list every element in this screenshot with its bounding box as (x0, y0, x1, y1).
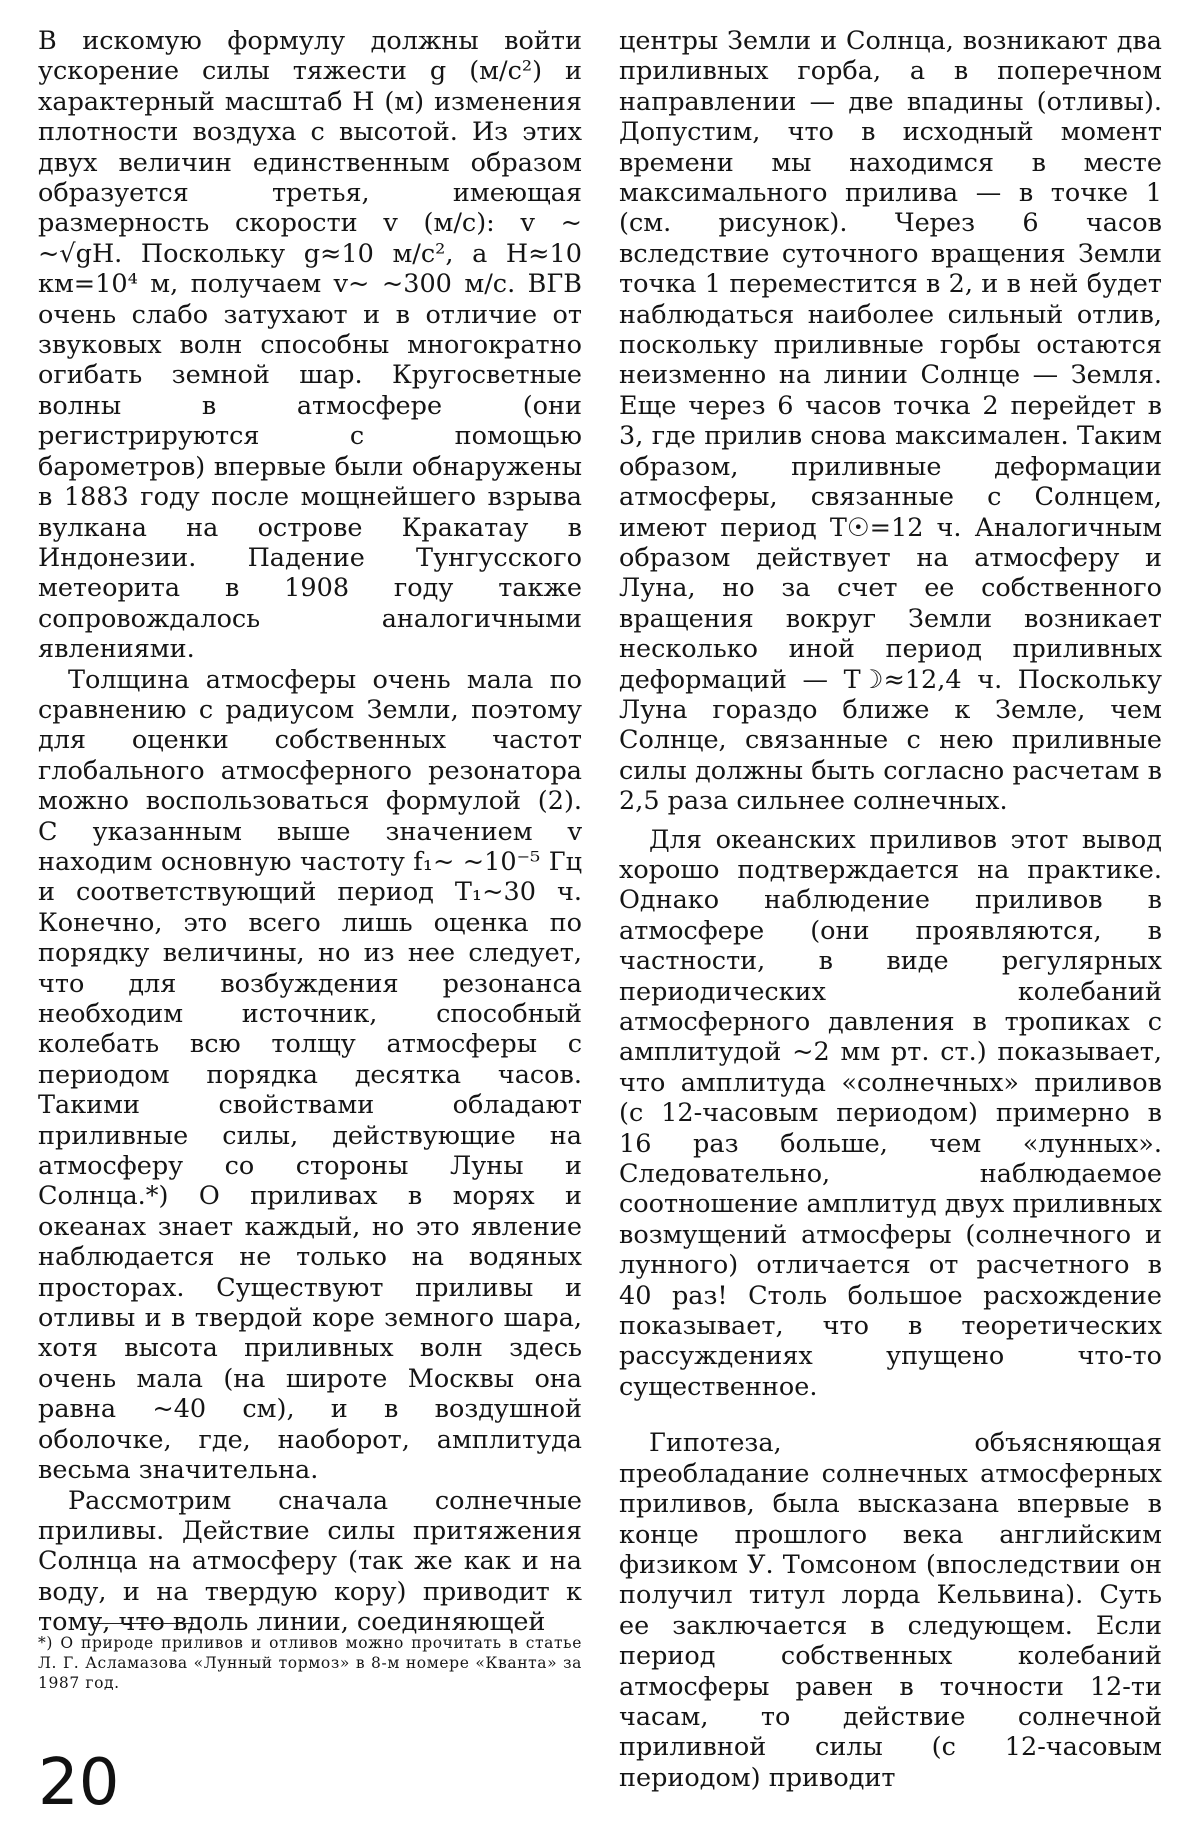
right-column (619, 26, 1162, 1793)
left-paragraph-2: Толщина атмосферы очень мала по сравнению с радиусом Земли, поэтому для оценки собственных частот глобального атмосферного резонатора можно воспользоваться формулой (2). С указанным выше значением v находим основную частоту f₁~ ~10⁻⁵ Гц и соответствующий период T₁~30 ч. Конечно, это всего лишь оценка по порядку величины, но из нее следует, что для возбуждения резонанса необходим источник, способный колебать всю толщу атмосферы с периодом порядка десятка часов. Такими свойствами обладают приливные силы, действующие на атмосферу со стороны Луны и Солнца.*) О приливах в морях и океанах знает каждый, но это явление наблюдается не только на водяных просторах. Существуют приливы и отливы и в твердой коре земного шара, хотя высота приливных волн здесь очень мала (на широте Москвы она равна ~40 см), и в воздушной оболочке, где, наоборот, амплитуда весьма значительна. (38, 664, 582, 1486)
page-number: 20 (38, 1746, 120, 1820)
right-paragraph-3: Гипотеза, объясняющая преобладание солнечных атмосферных приливов, была высказана впервые в конце прошлого века английским физиком У. Томсоном (впоследствии он получил титул лорда Кельвина). Суть ее заключается в следующем. Если период собственных колебаний атмосферы равен в точности 12-ти часам, то действие солнечной приливной силы (с 12-часовым периодом) приводит (619, 1428, 1162, 1793)
left-paragraph-1: В искомую формулу должны войти ускорение силы тяжести g (м/с²) и характерный масштаб H (м) изменения плотности воздуха с высотой. Из этих двух величин единственным образом образуется третья, имеющая размерность скорости v (м/с): v ~ ~√gH. Поскольку g≈10 м/с², а H≈10 км=10⁴ м, получаем v~ ~300 м/с. ВГВ очень слабо затухают и в отличие от звуковых волн способны многократно огибать земной шар. Кругосветные волны в атмосфере (они регистрируются с помощью барометров) впервые были обнаружены в 1883 году после мощнейшего взрыва вулкана на острове Кракатау в Индонезии. Падение Тунгусского метеорита в 1908 году также сопровождалось аналогичными явлениями. (38, 26, 582, 665)
footnote: *) О природе приливов и отливов можно прочитать в статье Л. Г. Асламазова «Лунный тормоз» в 8-м номере «Кванта» за 1987 год. (38, 1634, 582, 1692)
left-paragraph-3: Рассмотрим сначала солнечные приливы. Действие силы притяжения Солнца на атмосферу (так же как и на воду, и на твердую кору) приводит к тому, что вдоль линии, соединяющей (38, 1485, 582, 1638)
right-paragraph-2: Для океанских приливов этот вывод хорошо подтверждается на практике. Однако наблюдение приливов в атмосфере (они проявляются, в частности, в виде регулярных периодических колебаний атмосферного давления в тропиках с амплитудой ~2 мм рт. ст.) показывает, что амплитуда «солнечных» приливов (с 12-часовым периодом) примерно в 16 раз больше, чем «лунных». Следовательно, наблюдаемое соотношение амплитуд двух приливных возмущений атмосферы (солнечного и лунного) отличается от расчетного в 40 раз! Столь большое расхождение показывает, что в теоретических рассуждениях упущено что-то существенное. (619, 824, 1162, 1402)
footnote-divider (94, 1623, 194, 1624)
left-column (38, 26, 582, 1638)
right-paragraph-1: центры Земли и Солнца, возникают два приливных горба, а в поперечном направлении — две впадины (отливы). Допустим, что в исходный момент времени мы находимся в месте максимального прилива — в точке 1 (см. рисунок). Через 6 часов вследствие суточного вращения Земли точка 1 переместится в 2, и в ней будет наблюдаться наиболее сильный отлив, поскольку приливные горбы остаются неизменно на линии Солнце — Земля. Еще через 6 часов точка 2 перейдет в 3, где прилив снова максимален. Таким образом, приливные деформации атмосферы, связанные с Солнцем, имеют период T☉=12 ч. Аналогичным образом действует на атмосферу и Луна, но за счет ее собственного вращения вокруг Земли возникает несколько иной период приливных деформаций — T☽≈12,4 ч. Поскольку Луна гораздо ближе к Земле, чем Солнце, связанные с нею приливные силы должны быть согласно расчетам в 2,5 раза сильнее солнечных. (619, 26, 1162, 817)
